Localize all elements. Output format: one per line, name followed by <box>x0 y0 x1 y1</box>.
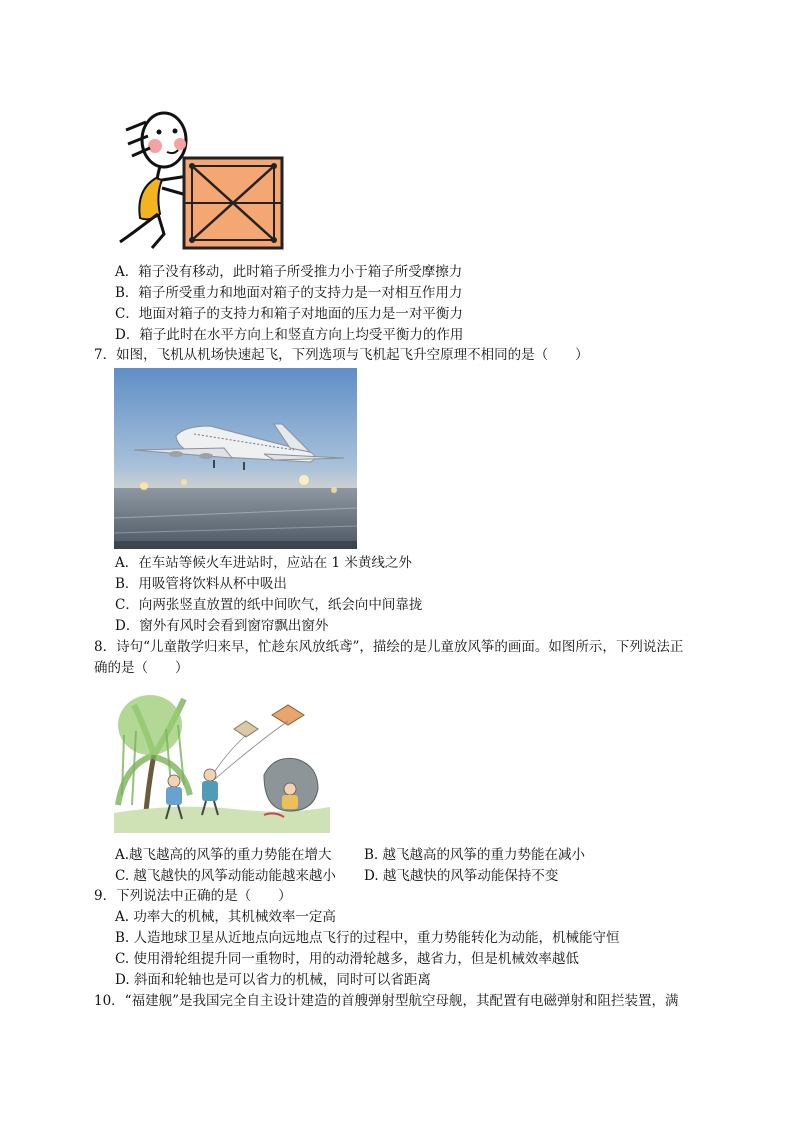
q6-option-a: A．箱子没有移动，此时箱子所受推力小于箱子所受摩擦力 <box>115 264 463 280</box>
q9-option-b: B. 人造地球卫星从近地点向远地点飞行的过程中，重力势能转化为动能，机械能守恒 <box>115 930 620 946</box>
q8-option-c: C. 越飞越快的风筝动能动能越来越小 <box>115 868 336 884</box>
q8-option-b: B. 越飞越高的风筝的重力势能在减小 <box>364 847 586 863</box>
q7-option-a: A．在车站等候火车进站时，应站在 1 米黄线之外 <box>115 555 412 571</box>
q6-option-c: C．地面对箱子的支持力和箱子对地面的压力是一对平衡力 <box>115 306 463 322</box>
q6-option-d: D．箱子此时在水平方向上和竖直方向上均受平衡力的作用 <box>115 327 464 343</box>
q8-option-a: A.越飞越高的风筝的重力势能在增大 <box>115 847 332 863</box>
q7-option-c: C．向两张竖直放置的纸中间吹气，纸会向中间靠拢 <box>115 597 423 613</box>
q7-option-b: B．用吸管将饮料从杯中吸出 <box>115 576 287 592</box>
q9-option-a: A. 功率大的机械，其机械效率一定高 <box>115 909 336 925</box>
q8-option-d: D. 越飞越快的风筝动能保持不变 <box>364 868 559 884</box>
q7-option-d: D．窗外有风时会看到窗帘飘出窗外 <box>115 618 329 634</box>
q9-option-d: D. 斜面和轮轴也是可以省力的机械，同时可以省距离 <box>115 972 431 988</box>
airplane-takeoff-photo <box>114 368 357 549</box>
q8-stem-line2: 确的是（ ） <box>94 660 189 676</box>
q9-option-c: C. 使用滑轮组提升同一重物时，用的动滑轮越多，越省力，但是机械效率越低 <box>115 951 579 967</box>
kite-flying-illustration <box>114 685 330 833</box>
q8-stem-line1: 8．诗句“儿童散学归来早，忙趁东风放纸鸢”，描绘的是儿童放风筝的画面。如图所示，下列说法正 <box>94 639 684 655</box>
q6-option-b: B．箱子所受重力和地面对箱子的支持力是一对相互作用力 <box>115 285 463 301</box>
box-pushing-figure <box>112 106 298 258</box>
q9-stem: 9．下列说法中正确的是（ ） <box>94 888 292 904</box>
q10-stem: 10．“福建舰”是我国完全自主设计建造的首艘弹射型航空母舰，其配置有电磁弹射和阻拦装置，满 <box>94 993 679 1009</box>
q7-stem: 7．如图，飞机从机场快速起飞，下列选项与飞机起飞升空原理不相同的是（ ） <box>94 347 589 363</box>
